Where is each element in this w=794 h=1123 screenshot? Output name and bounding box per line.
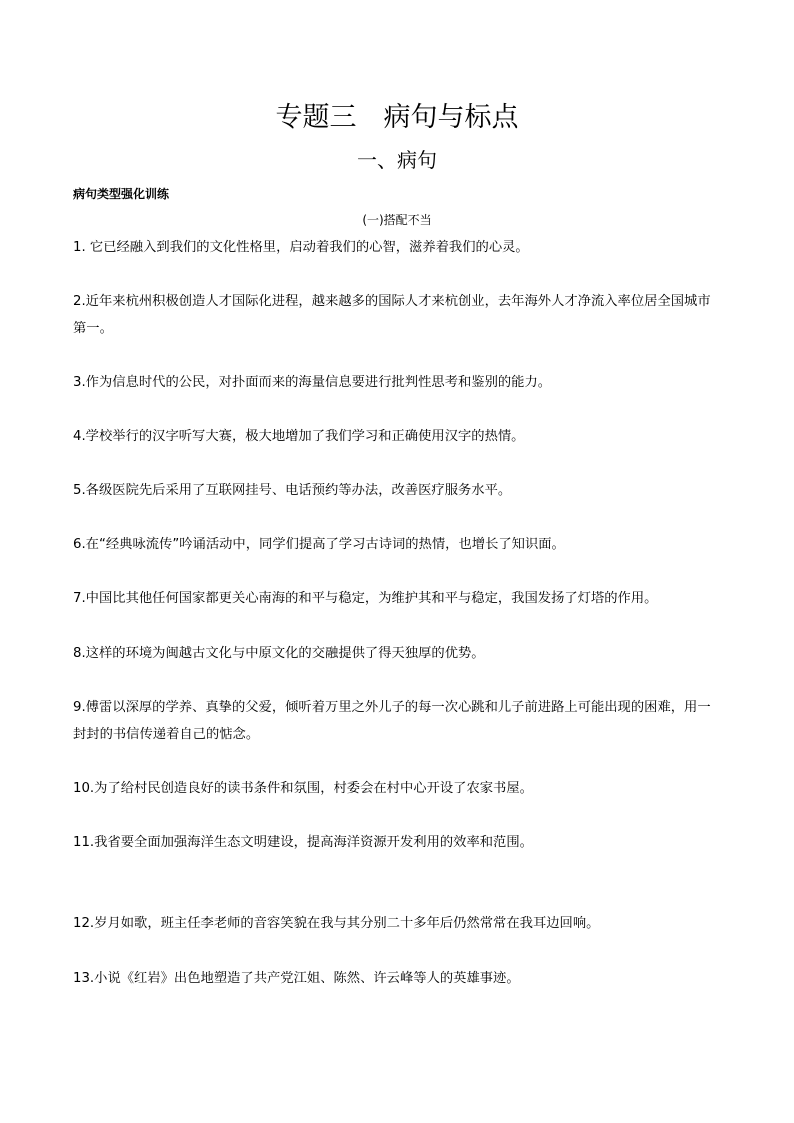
question-item: 1. 它已经融入到我们的文化性格里，启动着我们的心智，滋养着我们的心灵。 bbox=[73, 240, 529, 255]
question-item: 2.近年来杭州积极创造人才国际化进程，越来越多的国际人才来杭创业，去年海外人才净流入率位居全国城市第一。 bbox=[73, 294, 711, 336]
question-item: 12.岁月如歌，班主任李老师的音容笑貌在我与其分别二十多年后仍然常常在我耳边回响。 bbox=[73, 916, 600, 931]
exercise-category-label: 病句类型强化训练 bbox=[73, 187, 170, 201]
section-heading: 一、病句 bbox=[357, 148, 437, 172]
question-item: 5.各级医院先后采用了互联网挂号、电话预约等办法，改善医疗服务水平。 bbox=[73, 483, 512, 498]
question-item: 13.小说《红岩》出色地塑造了共产党江姐、陈然、许云峰等人的英雄事迹。 bbox=[73, 971, 520, 986]
question-item: 6.在“经典咏流传”吟诵活动中，同学们提高了学习古诗词的热情，也增长了知识面。 bbox=[73, 537, 565, 552]
question-item: 10.为了给村民创造良好的读书条件和氛围，村委会在村中心开设了农家书屋。 bbox=[73, 781, 533, 796]
page-title: 专题三 病句与标点 bbox=[275, 102, 519, 133]
question-item: 4.学校举行的汉字听写大赛，极大地增加了我们学习和正确使用汉字的热情。 bbox=[73, 429, 525, 444]
question-item: 3.作为信息时代的公民，对扑面而来的海量信息要进行批判性思考和鉴别的能力。 bbox=[73, 375, 552, 390]
question-item: 9.傅雷以深厚的学养、真挚的父爱，倾听着万里之外儿子的每一次心跳和儿子前进路上可能出现的困难，用一封封的书信传递着自己的惦念。 bbox=[73, 700, 711, 742]
question-item: 11.我省要全面加强海洋生态文明建设，提高海洋资源开发利用的效率和范围。 bbox=[73, 835, 533, 850]
subsection-heading: (一)搭配不当 bbox=[362, 213, 432, 227]
question-item: 8.这样的环境为闽越古文化与中原文化的交融提供了得天独厚的优势。 bbox=[73, 646, 485, 661]
question-item: 7.中国比其他任何国家都更关心南海的和平与稳定，为维护其和平与稳定，我国发扬了灯塔的作用。 bbox=[73, 591, 658, 606]
